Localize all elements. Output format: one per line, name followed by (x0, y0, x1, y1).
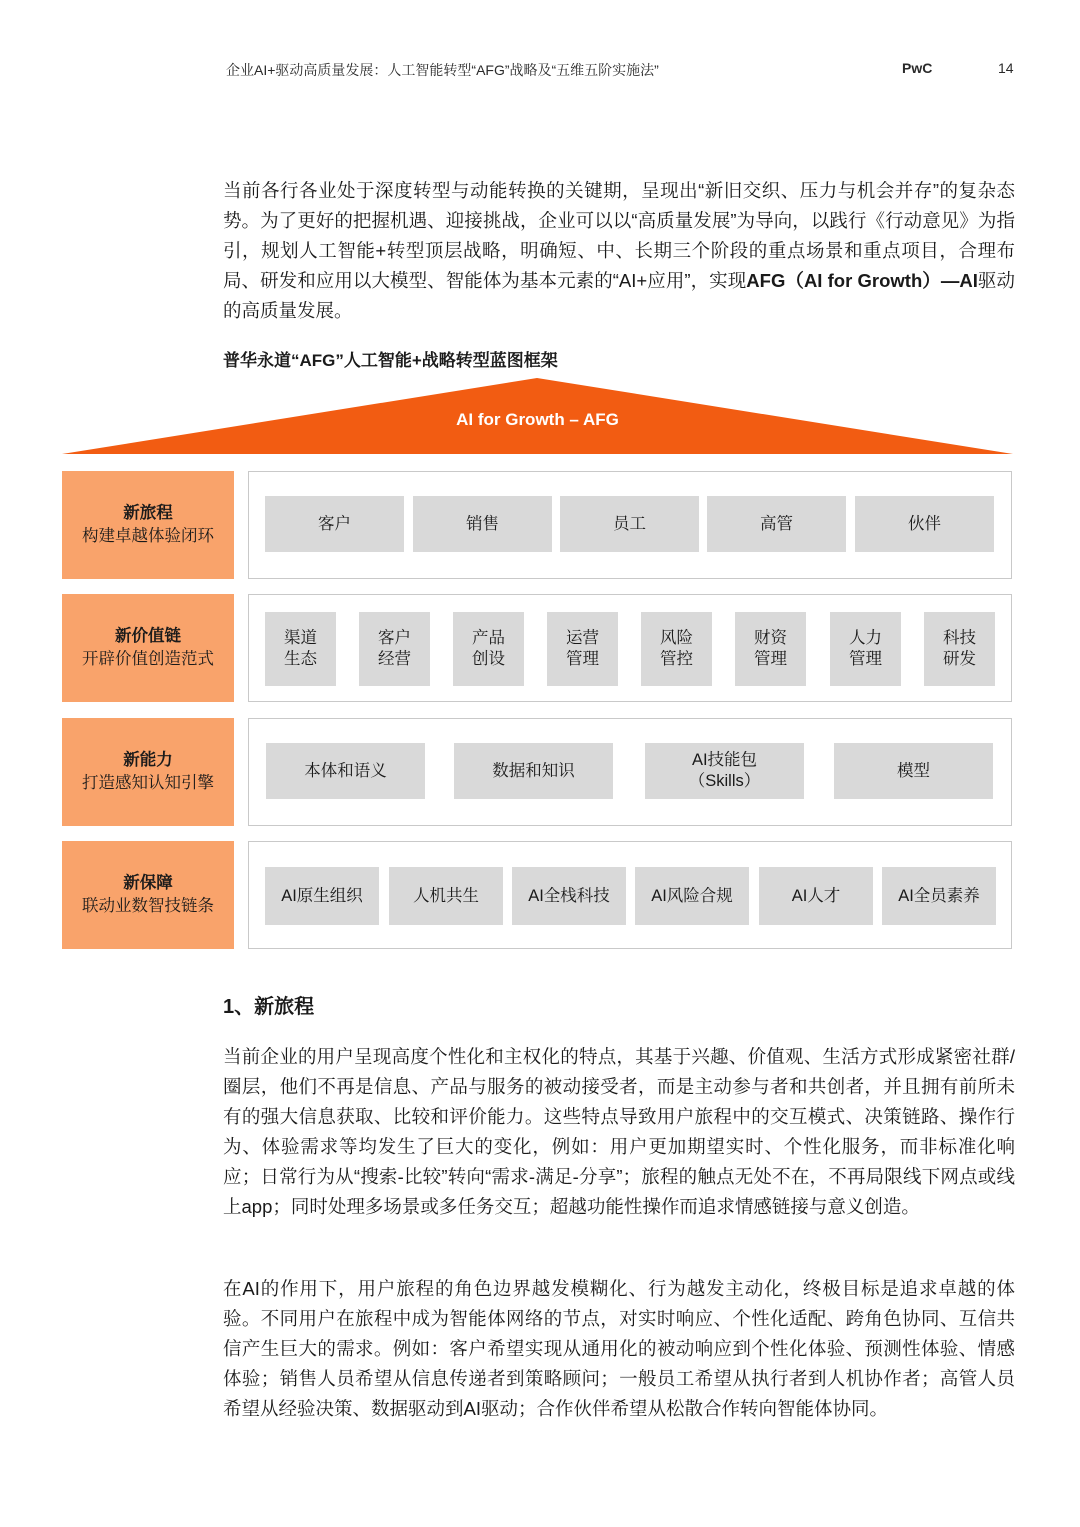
document-title: 企业AI+驱动高质量发展：人工智能转型“AFG”战略及“五维五阶实施法” (226, 62, 659, 78)
row-title: 新能力 (123, 751, 173, 769)
brand-logo-text: PwC (902, 60, 933, 76)
cell-human-machine: 人机共生 (389, 867, 503, 925)
row-title: 新旅程 (123, 504, 173, 522)
row-subtitle: 构建卓越体验闭环 (82, 527, 214, 545)
cell-ai-fullstack-tech: AI全栈科技 (512, 867, 626, 925)
row-title: 新保障 (123, 874, 173, 892)
cell-product-creation: 产品 创设 (453, 612, 524, 686)
row-label-journey (62, 471, 234, 579)
page-header (0, 60, 1080, 84)
intro-tail-text: 驱动的高质量发展。 (223, 270, 1015, 321)
cell-employee: 员工 (560, 496, 699, 552)
section-heading: 1、新旅程 (223, 996, 315, 1018)
row-label-value-chain (62, 594, 234, 702)
body-paragraph: 当前企业的用户呈现高度个性化和主权化的特点，其基于兴趣、价值观、生活方式形成紧密社群/圈层，他们不再是信息、产品与服务的被动接受者，而是主动参与者和共创者，并且拥有前所未有的强大信息获取、比较和评价能力。这些特点导致用户旅程中的交互模式、决策链路、操作行为、体验需求等均发生了巨大的变化，例如：用户更加期望实时、个性化服务，而非标准化响应；日常行为从“搜索-比较”转向“需求-满足-分享”；旅程的触点无处不在，不再局限线下网点或线上app；同时处理多场景或多任务交互；超越功能性操作而追求情感链接与意义创造。 (223, 1046, 1015, 1217)
page-number: 14 (998, 60, 1014, 76)
cell-executive: 高管 (707, 496, 846, 552)
cell-risk-control: 风险 管控 (641, 612, 712, 686)
cell-ai-literacy: AI全员素养 (882, 867, 996, 925)
row-subtitle: 联动业数智技链条 (82, 897, 214, 915)
cell-ai-native-org: AI原生组织 (265, 867, 379, 925)
cell-channel-ecosystem: 渠道 生态 (265, 612, 336, 686)
cell-customer-operation: 客户 经营 (359, 612, 430, 686)
row-label-safeguard (62, 841, 234, 949)
row-label-capability (62, 718, 234, 826)
intro-text: 当前各行各业处于深度转型与动能转换的关键期，呈现出“新旧交织、压力与机会并存”的复杂态势。为了更好的把握机遇、迎接挑战，企业可以以“高质量发展”为导向，以践行《行动意见》为指引，规划人工智能+转型顶层战略，明确短、中、长期三个阶段的重点场景和重点项目，合理布局、研发和应用以大模型、智能体为基本元素的“AI+应用”，实现 (223, 180, 1015, 291)
body-paragraph: 在AI的作用下，用户旅程的角色边界越发模糊化、行为越发主动化，终极目标是追求卓越的体验。不同用户在旅程中成为智能体网络的节点，对实时响应、个性化适配、跨角色协同、互信共信产生巨大的需求。例如：客户希望实现从通用化的被动响应到个性化体验、预测性体验、情感体验；销售人员希望从信息传递者到策略顾问；一般员工希望从执行者到人机协作者；高管人员希望从经验决策、数据驱动到AI驱动；合作伙伴希望从松散合作转向智能体协同。 (223, 1278, 1015, 1419)
cell-ai-risk-compliance: AI风险合规 (635, 867, 749, 925)
cell-model: 模型 (834, 743, 993, 799)
intro-paragraph (223, 176, 1015, 326)
cell-partner: 伙伴 (855, 496, 994, 552)
cell-ai-skills: AI技能包 （Skills） (645, 743, 804, 799)
roof-label: AI for Growth – AFG (456, 410, 619, 429)
cell-operations-management: 运营 管理 (547, 612, 618, 686)
row-subtitle: 开辟价值创造范式 (82, 650, 214, 668)
cell-hr-management: 人力 管理 (830, 612, 901, 686)
intro-bold-text: AFG（AI for Growth）—AI (746, 270, 978, 291)
row-subtitle: 打造感知认知引擎 (82, 774, 214, 792)
cell-sales: 销售 (413, 496, 552, 552)
cell-finance-management: 财资 管理 (735, 612, 806, 686)
figure-title: 普华永道“AFG”人工智能+战略转型蓝图框架 (223, 351, 558, 370)
cell-ai-talent: AI人才 (759, 867, 873, 925)
cell-ontology-semantics: 本体和语义 (266, 743, 425, 799)
row-title: 新价值链 (115, 627, 181, 645)
cell-tech-rd: 科技 研发 (924, 612, 995, 686)
cell-customer: 客户 (265, 496, 404, 552)
cell-data-knowledge: 数据和知识 (454, 743, 613, 799)
